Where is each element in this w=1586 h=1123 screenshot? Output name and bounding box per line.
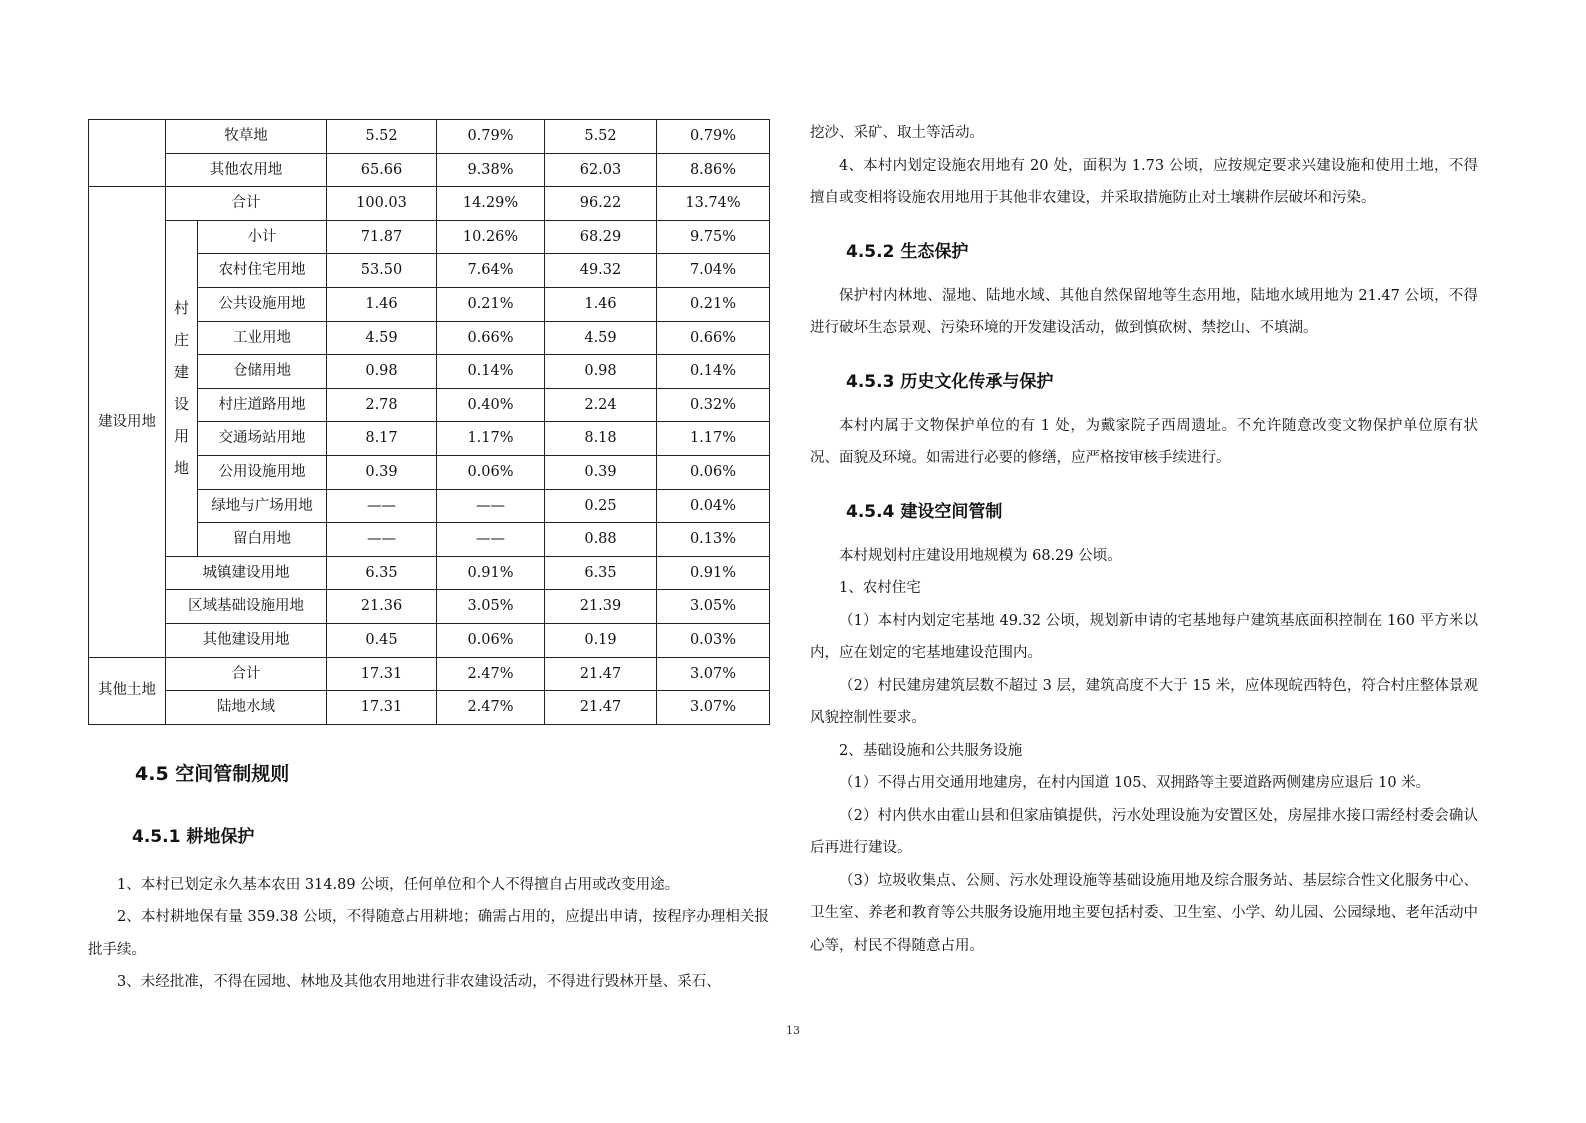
row-label: 村庄道路用地: [198, 388, 327, 422]
cell-value: 21.47: [545, 657, 657, 691]
paragraph: （1）不得占用交通用地建房，在村内国道 105、双拥路等主要道路两侧建房应退后 10 米。: [839, 775, 1431, 791]
cell-value: 0.91%: [657, 556, 770, 590]
table-row: [89, 657, 770, 691]
row-label: 区域基础设施用地: [166, 590, 327, 624]
cell-value: 2.47%: [437, 657, 545, 691]
row-label: 农村住宅用地: [198, 254, 327, 288]
cell-value: 0.91%: [437, 556, 545, 590]
section-heading-4-5-1: 4.5.1 耕地保护: [132, 826, 255, 847]
row-label: 合计: [166, 657, 327, 691]
cell-value: 4.59: [327, 321, 437, 355]
cell-value: 0.98: [327, 355, 437, 389]
cell-value: 71.87: [327, 220, 437, 254]
cell-value: 65.66: [327, 153, 437, 187]
table-row: [89, 691, 770, 725]
cell-value: 2.47%: [437, 691, 545, 725]
row-label: 公用设施用地: [198, 455, 327, 489]
paragraph: （2）村民建房建筑层数不超过 3 层，建筑高度不大于 15 米，应体现皖西特色，符合村庄整体景观风貌控制性要求。: [810, 677, 1478, 726]
table-row: [89, 187, 770, 221]
right-column: [810, 119, 1478, 962]
row-label: 陆地水域: [166, 691, 327, 725]
row-label: 小计: [198, 220, 327, 254]
section-heading-4-5-4: 4.5.4 建设空间管制: [846, 501, 1003, 522]
cell-value: 7.04%: [657, 254, 770, 288]
cell-value: 0.25: [545, 489, 657, 523]
row-label: 其他农用地: [166, 153, 327, 187]
cell-value: 14.29%: [437, 187, 545, 221]
row-label: 公共设施用地: [198, 287, 327, 321]
village-construction-vertical-label: 村 庄 建 设 用 地: [166, 220, 198, 556]
cell-value: ——: [327, 523, 437, 557]
table-row: [89, 556, 770, 590]
paragraph: 3、未经批准，不得在园地、林地及其他农用地进行非农建设活动，不得进行毁林开垦、采石、: [117, 974, 721, 991]
cell-value: 0.03%: [657, 623, 770, 657]
cell-value: 8.18: [545, 422, 657, 456]
cell-value: 68.29: [545, 220, 657, 254]
cell-value: 21.39: [545, 590, 657, 624]
paragraph: 1、本村已划定永久基本农田 314.89 公顷，任何单位和个人不得擅自占用或改变用途。: [117, 876, 680, 893]
page-number: 13: [786, 1024, 800, 1037]
cell-value: ——: [437, 489, 545, 523]
cell-value: 3.05%: [437, 590, 545, 624]
cell-value: 0.45: [327, 623, 437, 657]
section-heading-4-5-2: 4.5.2 生态保护: [846, 241, 969, 262]
cell-value: 3.05%: [657, 590, 770, 624]
cell-value: 0.06%: [657, 455, 770, 489]
cell-value: 0.79%: [657, 120, 770, 154]
paragraph: 1、农村住宅: [839, 580, 921, 596]
cell-value: 0.13%: [657, 523, 770, 557]
row-label: 合计: [166, 187, 327, 221]
cell-value: 17.31: [327, 691, 437, 725]
cell-value: 10.26%: [437, 220, 545, 254]
cell-value: 0.32%: [657, 388, 770, 422]
cell-value: 13.74%: [657, 187, 770, 221]
cell-value: 5.52: [327, 120, 437, 154]
row-label: 绿地与广场用地: [198, 489, 327, 523]
cell-value: 49.32: [545, 254, 657, 288]
cell-value: 0.88: [545, 523, 657, 557]
cell-value: 1.46: [327, 287, 437, 321]
cell-value: 8.17: [327, 422, 437, 456]
row-label: 其他建设用地: [166, 623, 327, 657]
paragraph: （2）村内供水由霍山县和但家庙镇提供，污水处理设施为安置区处，房屋排水接口需经村委会确认后再进行建设。: [810, 807, 1478, 856]
paragraph: 保护村内林地、湿地、陆地水域、其他自然保留地等生态用地，陆地水域用地为 21.47 公顷，不得进行破坏生态景观、污染环境的开发建设活动，做到慎砍树、禁挖山、不填湖。: [810, 287, 1478, 336]
cell-value: 0.14%: [437, 355, 545, 389]
table-row: [89, 120, 770, 154]
group-label-other-land: 其他土地: [89, 657, 166, 724]
cell-value: 1.17%: [437, 422, 545, 456]
row-label: 工业用地: [198, 321, 327, 355]
cell-value: 0.06%: [437, 623, 545, 657]
cell-value: 21.36: [327, 590, 437, 624]
cell-value: 4.59: [545, 321, 657, 355]
cell-value: 9.75%: [657, 220, 770, 254]
left-column: [88, 119, 769, 999]
cell-value: 0.79%: [437, 120, 545, 154]
table-row: [89, 220, 770, 254]
cell-value: 1.46: [545, 287, 657, 321]
cell-value: 0.19: [545, 623, 657, 657]
paragraph: 本村规划村庄建设用地规模为 68.29 公顷。: [839, 547, 1122, 564]
cell-value: 21.47: [545, 691, 657, 725]
cell-value: 2.78: [327, 388, 437, 422]
cell-value: 62.03: [545, 153, 657, 187]
row-label: 仓储用地: [198, 355, 327, 389]
paragraph: （3）垃圾收集点、公厕、污水处理设施等基础设施用地及综合服务站、基层综合性文化服务中心、卫生室、养老和教育等公共服务设施用地主要包括村委、卫生室、小学、幼儿园、公园绿地、老年活动中心等，村民不得随意占用。: [810, 872, 1478, 954]
paragraph: 本村内属于文物保护单位的有 1 处，为戴家院子西周遗址。不允许随意改变文物保护单位原有状况、面貌及环境。如需进行必要的修缮，应严格按审核手续进行。: [810, 417, 1478, 466]
row-label: 交通场站用地: [198, 422, 327, 456]
cell-value: 0.66%: [437, 321, 545, 355]
cell-value: 9.38%: [437, 153, 545, 187]
cell-value: 17.31: [327, 657, 437, 691]
cell-value: 0.21%: [657, 287, 770, 321]
table-row: [89, 623, 770, 657]
cell-value: ——: [437, 523, 545, 557]
paragraph: 挖沙、采矿、取土等活动。: [810, 125, 984, 141]
cell-value: 0.06%: [437, 455, 545, 489]
section-heading-4-5-3: 4.5.3 历史文化传承与保护: [846, 371, 1054, 392]
cell-value: 7.64%: [437, 254, 545, 288]
row-label: 城镇建设用地: [166, 556, 327, 590]
cell-value: 2.24: [545, 388, 657, 422]
cell-value: 0.66%: [657, 321, 770, 355]
land-use-table: [88, 119, 770, 725]
cell-value: 0.39: [327, 455, 437, 489]
paragraph: 4、本村内划定设施农用地有 20 处，面积为 1.73 公顷，应按规定要求兴建设施和使用土地，不得擅自或变相将设施农用地用于其他非农建设，并采取措施防止对土壤耕作层破坏和污染。: [810, 157, 1478, 206]
cell-value: 5.52: [545, 120, 657, 154]
table-row: [89, 590, 770, 624]
cell-value: ——: [327, 489, 437, 523]
cell-value: 0.39: [545, 455, 657, 489]
cell-value: 0.40%: [437, 388, 545, 422]
cell-value: 53.50: [327, 254, 437, 288]
row-label: 留白用地: [198, 523, 327, 557]
cell-value: 6.35: [545, 556, 657, 590]
cell-value: 1.17%: [657, 422, 770, 456]
cell-value: 0.04%: [657, 489, 770, 523]
cell-value: 0.14%: [657, 355, 770, 389]
section-heading-4-5: 4.5 空间管制规则: [135, 762, 290, 785]
cell-value: 3.07%: [657, 691, 770, 725]
cell-value: 100.03: [327, 187, 437, 221]
table-row: [89, 153, 770, 187]
paragraph: 2、本村耕地保有量 359.38 公顷，不得随意占用耕地；确需占用的，应提出申请，按程序办理相关报批手续。: [88, 909, 769, 958]
paragraph: （1）本村内划定宅基地 49.32 公顷，规划新申请的宅基地每户建筑基底面积控制在 160 平方米以内，应在划定的宅基地建设范围内。: [810, 612, 1478, 661]
agri-group-cell-continued: [89, 120, 166, 187]
paragraph: 2、基础设施和公共服务设施: [839, 742, 1023, 759]
cell-value: 0.98: [545, 355, 657, 389]
group-label-construction: 建设用地: [89, 187, 166, 657]
cell-value: 0.21%: [437, 287, 545, 321]
cell-value: 3.07%: [657, 657, 770, 691]
cell-value: 8.86%: [657, 153, 770, 187]
cell-value: 96.22: [545, 187, 657, 221]
cell-value: 6.35: [327, 556, 437, 590]
row-label: 牧草地: [166, 120, 327, 154]
